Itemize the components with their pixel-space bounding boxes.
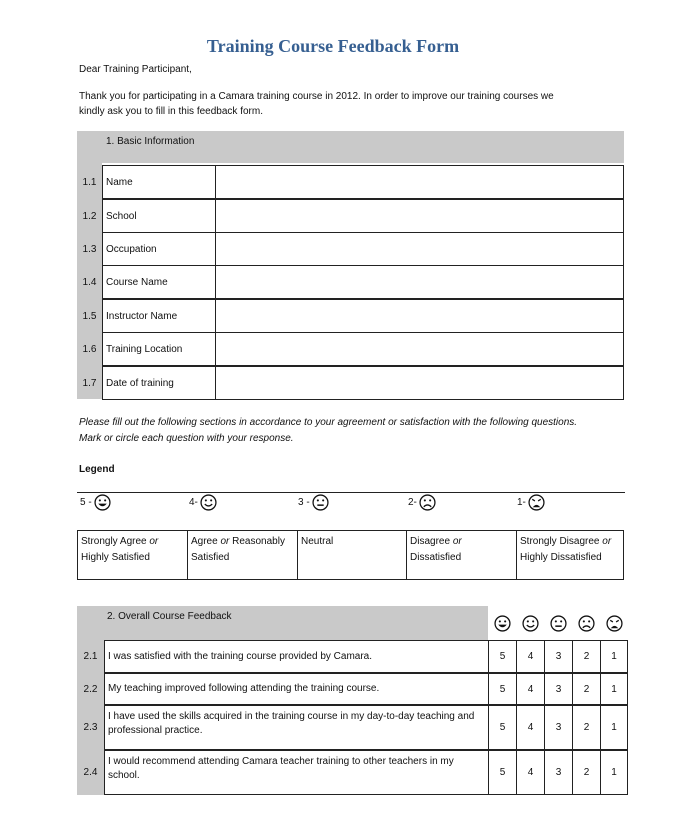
legend-scale-2 bbox=[408, 494, 436, 511]
field-label: Date of training bbox=[102, 366, 215, 400]
feedback-question: I was satisfied with the training course provided by Camara. bbox=[104, 640, 488, 673]
rating-5-header bbox=[488, 606, 516, 640]
field-label: Training Location bbox=[102, 332, 215, 366]
very-sad-face-icon bbox=[528, 494, 545, 511]
rating-option-2[interactable]: 2 bbox=[572, 705, 600, 750]
rating-option-3[interactable]: 3 bbox=[544, 673, 572, 705]
legend-text: Satisfied bbox=[191, 552, 230, 563]
feedback-question: My teaching improved following attending the training course. bbox=[104, 673, 488, 705]
rating-4-header bbox=[516, 606, 544, 640]
rating-option-5[interactable]: 5 bbox=[488, 705, 516, 750]
intro-line-2: kindly ask you to fill in this feedback form. bbox=[79, 106, 263, 117]
rating-2-header bbox=[572, 606, 600, 640]
rating-option-5[interactable]: 5 bbox=[488, 750, 516, 795]
legend-text: Strongly Disagree bbox=[520, 536, 603, 547]
legend-description-3 bbox=[297, 531, 406, 579]
feedback-row bbox=[77, 705, 629, 750]
legend-scale-4 bbox=[189, 494, 217, 511]
legend-text: Highly Dissatisfied bbox=[520, 552, 602, 563]
row-number: 1.4 bbox=[82, 276, 97, 288]
happy-face-icon bbox=[522, 615, 539, 632]
rating-option-2[interactable]: 2 bbox=[572, 750, 600, 795]
feedback-row bbox=[77, 673, 629, 705]
neutral-face-icon bbox=[312, 494, 329, 511]
legend-text: Dissatisfied bbox=[410, 552, 462, 563]
row-number: 1.1 bbox=[82, 176, 97, 188]
basic-info-row bbox=[77, 232, 624, 266]
rating-1-header bbox=[600, 606, 628, 640]
rating-option-2[interactable]: 2 bbox=[572, 673, 600, 705]
rating-option-4[interactable]: 4 bbox=[516, 750, 544, 795]
basic-info-row bbox=[77, 265, 624, 299]
rating-option-4[interactable]: 4 bbox=[516, 705, 544, 750]
school-field[interactable] bbox=[215, 199, 624, 233]
scale-label: 2- bbox=[408, 497, 417, 508]
legend-text: Highly Satisfied bbox=[81, 552, 150, 563]
name-field[interactable] bbox=[215, 165, 624, 199]
legend-text: Reasonably bbox=[229, 536, 285, 547]
field-label: Name bbox=[102, 165, 215, 199]
rating-icons-header bbox=[488, 606, 628, 640]
basic-info-row bbox=[77, 199, 624, 233]
row-number: 2.4 bbox=[83, 767, 98, 778]
rating-option-3[interactable]: 3 bbox=[544, 705, 572, 750]
form-title: Training Course Feedback Form bbox=[206, 36, 460, 56]
field-label: Occupation bbox=[102, 232, 215, 266]
legend-scale-5 bbox=[80, 494, 111, 511]
rating-option-1[interactable]: 1 bbox=[600, 705, 628, 750]
rating-option-2[interactable]: 2 bbox=[572, 640, 600, 673]
feedback-row bbox=[77, 750, 629, 795]
instructions-line-2: Mark or circle each question with your response. bbox=[79, 433, 294, 444]
row-number: 1.7 bbox=[82, 377, 97, 389]
sad-face-icon bbox=[419, 494, 436, 511]
legend-text: Neutral bbox=[301, 536, 334, 547]
instructor-name-field[interactable] bbox=[215, 299, 624, 333]
scale-label: 1- bbox=[517, 497, 526, 508]
sad-face-icon bbox=[578, 615, 595, 632]
intro-line-1: Thank you for participating in a Camara training course in 2012. In order to improve our training courses we bbox=[79, 91, 554, 102]
basic-info-row bbox=[77, 366, 624, 400]
row-number: 1.3 bbox=[82, 243, 97, 255]
rating-option-4[interactable]: 4 bbox=[516, 673, 544, 705]
legend-scale-3 bbox=[298, 494, 329, 511]
very-happy-face-icon bbox=[494, 615, 511, 632]
rating-3-header bbox=[544, 606, 572, 640]
scale-label: 5 - bbox=[80, 497, 92, 508]
course-name-field[interactable] bbox=[215, 265, 624, 299]
row-number: 2.1 bbox=[83, 651, 98, 662]
legend-scale-1 bbox=[517, 494, 545, 511]
legend-description-1 bbox=[516, 531, 623, 579]
legend-text: Disagree bbox=[410, 536, 453, 547]
feedback-row bbox=[77, 640, 629, 673]
row-number: 1.2 bbox=[82, 210, 97, 222]
feedback-question: I have used the skills acquired in the training course in my day-to-day teaching and professional practice. bbox=[104, 705, 488, 750]
legend-or: or bbox=[602, 536, 612, 547]
legend-descriptions bbox=[77, 530, 624, 580]
neutral-face-icon bbox=[550, 615, 567, 632]
basic-info-row bbox=[77, 165, 624, 199]
rating-option-4[interactable]: 4 bbox=[516, 640, 544, 673]
legend-divider bbox=[77, 492, 625, 493]
feedback-question: I would recommend attending Camara teacher training to other teachers in my school. bbox=[104, 750, 488, 795]
section-1-header: 1. Basic Information bbox=[77, 131, 624, 163]
row-number: 2.3 bbox=[83, 722, 98, 733]
greeting: Dear Training Participant, bbox=[79, 64, 192, 75]
rating-option-5[interactable]: 5 bbox=[488, 640, 516, 673]
legend-text: Agree bbox=[191, 536, 221, 547]
legend-description-2 bbox=[406, 531, 516, 579]
training-location-field[interactable] bbox=[215, 332, 624, 366]
legend-text: Strongly Agree bbox=[81, 536, 150, 547]
rating-option-1[interactable]: 1 bbox=[600, 750, 628, 795]
scale-label: 4- bbox=[189, 497, 198, 508]
row-number: 1.6 bbox=[82, 343, 97, 355]
field-label: Instructor Name bbox=[102, 299, 215, 333]
very-happy-face-icon bbox=[94, 494, 111, 511]
legend-description-5 bbox=[78, 531, 187, 579]
legend-title: Legend bbox=[79, 464, 115, 475]
row-number: 2.2 bbox=[83, 683, 98, 695]
rating-option-3[interactable]: 3 bbox=[544, 750, 572, 795]
section-2-header: 2. Overall Course Feedback bbox=[77, 606, 488, 640]
happy-face-icon bbox=[200, 494, 217, 511]
rating-option-1[interactable]: 1 bbox=[600, 673, 628, 705]
row-number: 1.5 bbox=[82, 310, 97, 322]
legend-description-4 bbox=[187, 531, 297, 579]
field-label: Course Name bbox=[102, 265, 215, 299]
instructions-line-1: Please fill out the following sections in accordance to your agreement or satisfaction with the following questions. bbox=[79, 417, 578, 428]
rating-option-5[interactable]: 5 bbox=[488, 673, 516, 705]
very-sad-face-icon bbox=[606, 615, 623, 632]
legend-or: or bbox=[149, 536, 159, 547]
legend-or: or bbox=[220, 536, 230, 547]
field-label: School bbox=[102, 199, 215, 233]
occupation-field[interactable] bbox=[215, 232, 624, 266]
rating-option-1[interactable]: 1 bbox=[600, 640, 628, 673]
date-of-training-field[interactable] bbox=[215, 366, 624, 400]
basic-info-row bbox=[77, 299, 624, 333]
basic-info-row bbox=[77, 332, 624, 366]
scale-label: 3 - bbox=[298, 497, 310, 508]
legend-or: or bbox=[452, 536, 462, 547]
rating-option-3[interactable]: 3 bbox=[544, 640, 572, 673]
